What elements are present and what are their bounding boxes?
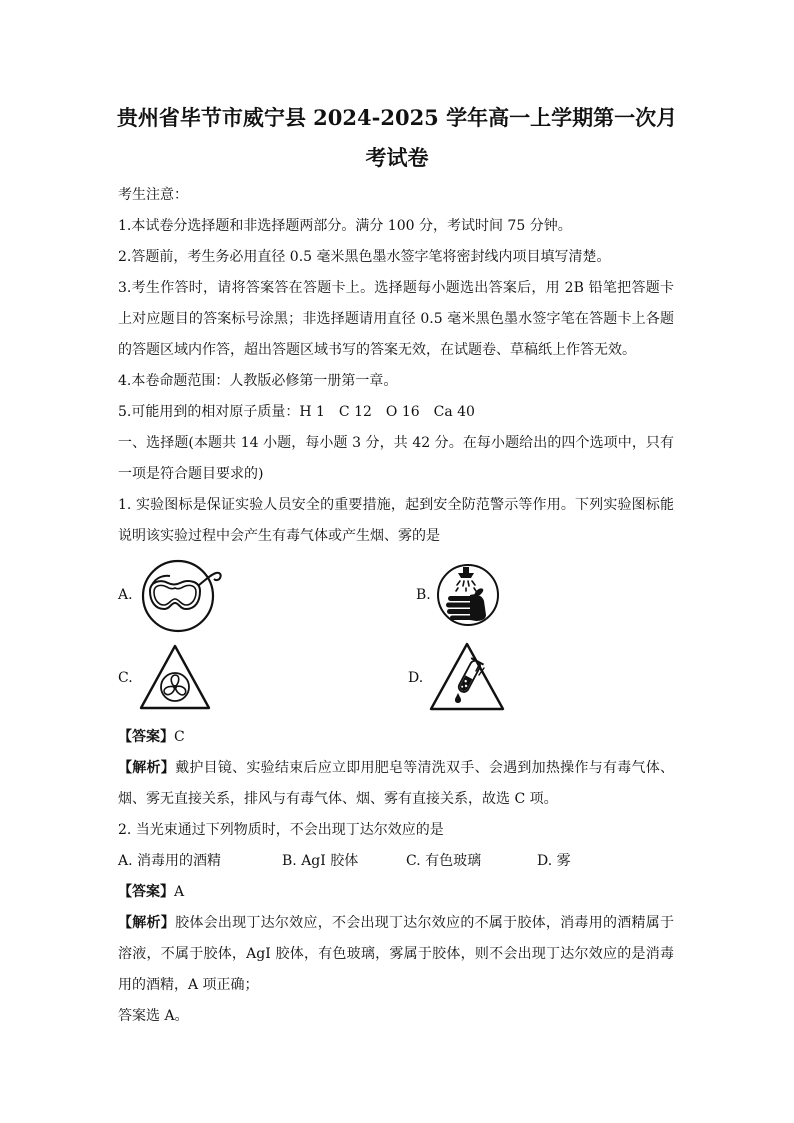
- analysis-text: 戴护目镜、实验结束后应立即用肥皂等清洗双手、会遇到加热操作与有毒气体、烟、雾无直接关系，排风与有毒气体、烟、雾有直接关系，故选 C 项。: [118, 760, 675, 807]
- answer-line: [118, 877, 674, 908]
- question-stem: 2. 当光束通过下列物质时，不会出现丁达尔效应的是: [118, 822, 444, 838]
- analysis-tag: 【解析】: [118, 915, 176, 931]
- notice-item: 1.本试卷分选择题和非选择题两部分。满分 100 分，考试时间 75 分钟。: [118, 218, 572, 234]
- option-label: A.: [118, 587, 133, 603]
- analysis-paragraph: [118, 908, 674, 1001]
- notice-item: 4.本卷命题范围：人教版必修第一册第一章。: [118, 373, 398, 389]
- answer-line: [118, 722, 674, 753]
- doc-body: [118, 180, 674, 1032]
- analysis-paragraph: [118, 753, 674, 815]
- question-stem: 1. 实验图标是保证实验人员安全的重要措施，起到安全防范警示等作用。下列实验图标能说明该实验过程中会产生有毒气体或产生烟、雾的是: [118, 497, 674, 544]
- option-row: [118, 846, 674, 877]
- ventilation-fan-icon: [138, 643, 212, 711]
- analysis-tag: 【解析】: [118, 760, 176, 776]
- answer-tag: 【答案】: [118, 729, 174, 745]
- analysis-text: 胶体会出现丁达尔效应，不会出现丁达尔效应的不属于胶体，消毒用的酒精属于溶液，不属于胶体，AgI 胶体，有色玻璃，雾属于胶体，则不会出现丁达尔效应的是消毒用的酒精，A 项正确；: [118, 915, 675, 993]
- icon-options: [118, 552, 674, 722]
- option-label: D.: [408, 670, 424, 686]
- option-item: C. 有色玻璃: [406, 853, 482, 869]
- hand-washing-icon: [436, 563, 500, 627]
- safety-goggles-icon: [140, 557, 224, 633]
- option-label: B.: [416, 587, 431, 603]
- answer-value: A: [174, 884, 185, 900]
- option-item: D. 雾: [537, 853, 571, 869]
- doc-title: 贵州省毕节市威宁县 2024-2025 学年高一上学期第一次月考试卷: [116, 105, 678, 170]
- heating-test-tube-icon: [428, 641, 506, 713]
- notice-heading: 考生注意：: [118, 187, 188, 203]
- notice-item: 3.考生作答时，请将答案答在答题卡上。选择题每小题选出答案后，用 2B 铅笔把答题卡上对应题目的答案标号涂黑；非选择题请用直径 0.5 毫米黑色墨水签字笔在答题卡上各题的答题区域内作答，超出答题区域书写的答案无效，在试题卷、草稿纸上作答无效。: [118, 280, 674, 358]
- answer-value: C: [174, 729, 185, 745]
- section-heading: 一、选择题(本题共 14 小题，每小题 3 分，共 42 分。在每小题给出的四个选项中，只有一项是符合题目要求的): [118, 435, 674, 482]
- notice-item: 5.可能用到的相对原子质量：H 1 C 12 O 16 Ca 40: [118, 404, 475, 420]
- answer-tag: 【答案】: [118, 884, 174, 900]
- notice-item: 2.答题前，考生务必用直径 0.5 毫米黑色墨水签字笔将密封线内项目填写清楚。: [118, 249, 611, 265]
- option-item: A. 消毒用的酒精: [118, 853, 222, 869]
- conclusion: 答案选 A。: [118, 1008, 189, 1024]
- option-label: C.: [118, 670, 133, 686]
- option-item: B. AgI 胶体: [282, 853, 359, 869]
